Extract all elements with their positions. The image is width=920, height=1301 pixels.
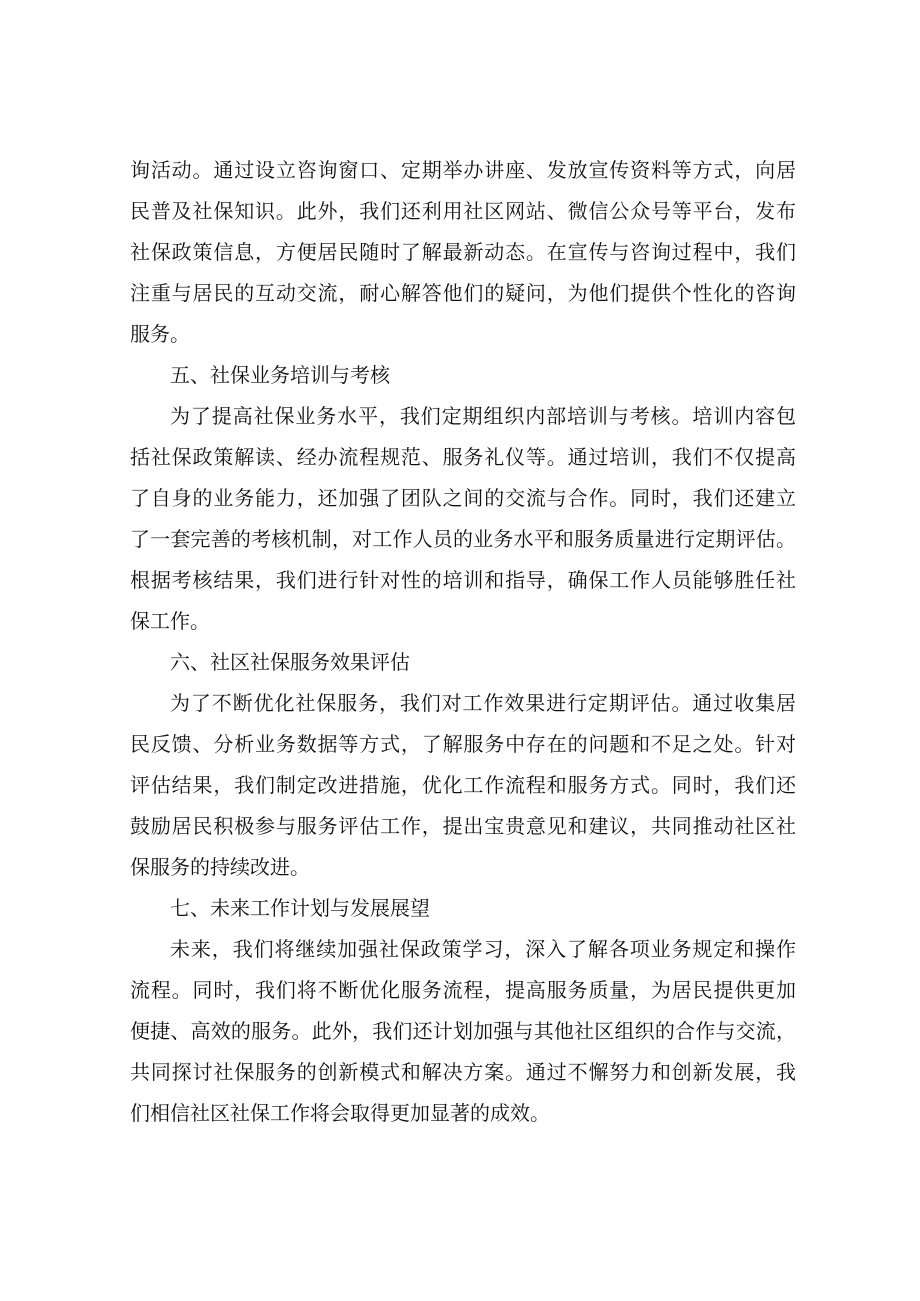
paragraph-line: 鼓励居民积极参与服务评估工作，提出宝贵意见和建议，共同推动社区社 (130, 814, 796, 838)
paragraph-line: 询活动。通过设立咨询窗口、定期举办讲座、发放宣传资料等方式，向居 (130, 158, 796, 182)
section-heading-training: 五、社保业务培训与考核 (170, 363, 390, 387)
paragraph-line: 共同探讨社保服务的创新模式和解决方案。通过不懈努力和创新发展，我 (130, 1060, 796, 1084)
paragraph-line: 为了不断优化社保服务，我们对工作效果进行定期评估。通过收集居 (170, 691, 796, 715)
paragraph-consultation (130, 150, 810, 355)
paragraph-line: 保服务的持续改进。 (130, 855, 310, 879)
paragraph-line: 了自身的业务能力，还加强了团队之间的交流与合作。同时，我们还建立 (130, 486, 796, 510)
paragraph-line: 民普及社保知识。此外，我们还利用社区网站、微信公众号等平台，发布 (130, 199, 796, 223)
section-heading-evaluation: 六、社区社保服务效果评估 (170, 650, 410, 674)
paragraph-line: 为了提高社保业务水平，我们定期组织内部培训与考核。培训内容包 (170, 404, 796, 428)
paragraph-line: 了一套完善的考核机制，对工作人员的业务水平和服务质量进行定期评估。 (130, 527, 796, 551)
paragraph-line: 民反馈、分析业务数据等方式，了解服务中存在的问题和不足之处。针对 (130, 732, 796, 756)
paragraph-line: 社保政策信息，方便居民随时了解最新动态。在宣传与咨询过程中，我们 (130, 240, 796, 264)
paragraph-line: 注重与居民的互动交流，耐心解答他们的疑问，为他们提供个性化的咨询 (130, 281, 796, 305)
paragraph-training (130, 396, 810, 642)
paragraph-line: 流程。同时，我们将不断优化服务流程，提高服务质量，为居民提供更加 (130, 978, 796, 1002)
paragraph-line: 们相信社区社保工作将会取得更加显著的成效。 (130, 1101, 550, 1125)
paragraph-line: 服务。 (130, 322, 190, 346)
section-heading-future-plan: 七、未来工作计划与发展展望 (170, 896, 430, 920)
paragraph-line: 评估结果，我们制定改进措施，优化工作流程和服务方式。同时，我们还 (130, 773, 796, 797)
paragraph-line: 便捷、高效的服务。此外，我们还计划加强与其他社区组织的合作与交流， (130, 1019, 796, 1043)
paragraph-line: 未来，我们将继续加强社保政策学习，深入了解各项业务规定和操作 (170, 937, 796, 961)
document-body (130, 150, 810, 1134)
paragraph-evaluation (130, 683, 810, 888)
paragraph-future-plan (130, 929, 810, 1134)
paragraph-line: 保工作。 (130, 609, 210, 633)
paragraph-line: 根据考核结果，我们进行针对性的培训和指导，确保工作人员能够胜任社 (130, 568, 796, 592)
paragraph-line: 括社保政策解读、经办流程规范、服务礼仪等。通过培训，我们不仅提高 (130, 445, 796, 469)
